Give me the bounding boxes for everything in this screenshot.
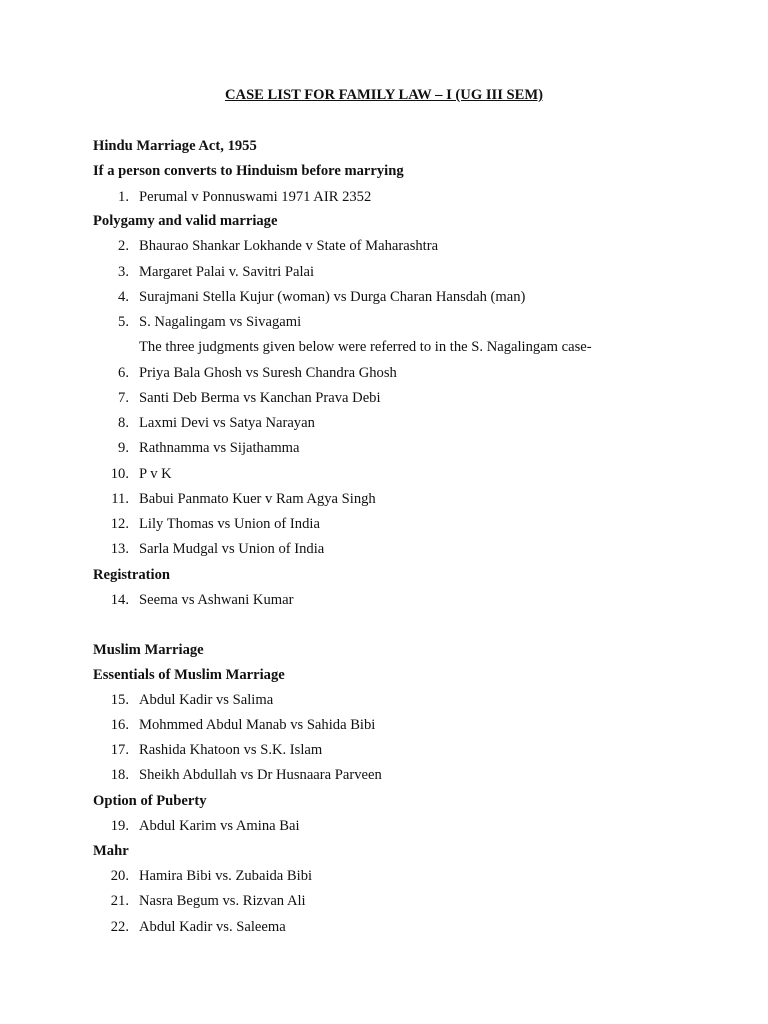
- case-number: 7.: [118, 390, 129, 406]
- case-title: Abdul Kadir vs Salima: [139, 692, 274, 708]
- case-item: [0, 765, 768, 785]
- case-title: Surajmani Stella Kujur (woman) vs Durga Charan Hansdah (man): [139, 289, 526, 305]
- case-title: Laxmi Devi vs Satya Narayan: [139, 415, 315, 431]
- case-number: 6.: [118, 365, 129, 381]
- case-number: 19.: [110, 818, 129, 834]
- section-heading-mahr: Mahr: [93, 843, 129, 859]
- case-item: [0, 891, 768, 911]
- case-title: Sarla Mudgal vs Union of India: [139, 541, 325, 557]
- case-item: [0, 514, 768, 534]
- section-heading-hindu-act: Hindu Marriage Act, 1955: [93, 138, 257, 154]
- case-item: [0, 816, 768, 836]
- case-title: Perumal v Ponnuswami 1971 AIR 2352: [139, 189, 372, 205]
- case-title: Rashida Khatoon vs S.K. Islam: [139, 742, 323, 758]
- case-item: [0, 715, 768, 735]
- case-number: 14.: [110, 592, 129, 608]
- case-number: 20.: [110, 868, 129, 884]
- case-title: Abdul Karim vs Amina Bai: [139, 818, 300, 834]
- case-title: P v K: [139, 466, 172, 482]
- case-number: 4.: [118, 289, 129, 305]
- section-heading-puberty: Option of Puberty: [93, 793, 207, 809]
- case-item: [0, 917, 768, 937]
- case-title: Mohmmed Abdul Manab vs Sahida Bibi: [139, 717, 376, 733]
- case-number: 5.: [118, 314, 129, 330]
- section-heading-essentials: Essentials of Muslim Marriage: [93, 667, 285, 683]
- section-heading-polygamy: Polygamy and valid marriage: [93, 213, 278, 229]
- case-item: [0, 187, 768, 207]
- case-item: [0, 489, 768, 509]
- case-item: [0, 413, 768, 433]
- case-number: 22.: [110, 919, 129, 935]
- case-item: [0, 590, 768, 610]
- case-item: [0, 740, 768, 760]
- case-item: [0, 464, 768, 484]
- case-item: [0, 287, 768, 307]
- case-item: [0, 539, 768, 559]
- case-item: [0, 438, 768, 458]
- case-item: [0, 363, 768, 383]
- case-title: Margaret Palai v. Savitri Palai: [139, 264, 315, 280]
- case-title: Santi Deb Berma vs Kanchan Prava Debi: [139, 390, 381, 406]
- case-number: 11.: [111, 491, 129, 507]
- case-number: 17.: [110, 742, 129, 758]
- case-item: [0, 690, 768, 710]
- case-number: 12.: [110, 516, 129, 532]
- case-title: Rathnamma vs Sijathamma: [139, 440, 300, 456]
- case-number: 18.: [110, 767, 129, 783]
- case-item: [0, 236, 768, 256]
- document-title: CASE LIST FOR FAMILY LAW – I (UG III SEM): [224, 87, 544, 103]
- case-title: Sheikh Abdullah vs Dr Husnaara Parveen: [139, 767, 382, 783]
- case-title: Abdul Kadir vs. Saleema: [139, 919, 286, 935]
- case-number: 9.: [118, 440, 129, 456]
- case-number: 2.: [118, 238, 129, 254]
- case-title: Hamira Bibi vs. Zubaida Bibi: [139, 868, 313, 884]
- case-number: 16.: [110, 717, 129, 733]
- case-title: Seema vs Ashwani Kumar: [139, 592, 294, 608]
- case-number: 21.: [110, 893, 129, 909]
- case-item: [0, 262, 768, 282]
- case-number: 8.: [118, 415, 129, 431]
- case-item: [0, 388, 768, 408]
- case-title: S. Nagalingam vs Sivagami: [139, 314, 302, 330]
- section-heading-registration: Registration: [93, 567, 171, 583]
- case-title: Priya Bala Ghosh vs Suresh Chandra Ghosh: [139, 365, 397, 381]
- case-item: [0, 312, 768, 332]
- case-number: 3.: [118, 264, 129, 280]
- case-title: Babui Panmato Kuer v Ram Agya Singh: [139, 491, 376, 507]
- case-title: Lily Thomas vs Union of India: [139, 516, 320, 532]
- case-title: Bhaurao Shankar Lokhande v State of Maharashtra: [139, 238, 439, 254]
- case-item: [0, 866, 768, 886]
- case-title: Nasra Begum vs. Rizvan Ali: [139, 893, 306, 909]
- note-text: The three judgments given below were referred to in the S. Nagalingam case-: [139, 339, 592, 355]
- case-number: 13.: [110, 541, 129, 557]
- case-number: 15.: [110, 692, 129, 708]
- section-heading-muslim-marriage: Muslim Marriage: [93, 642, 204, 658]
- section-heading-conversion: If a person converts to Hinduism before marrying: [93, 163, 404, 179]
- case-number: 1.: [118, 189, 129, 205]
- case-number: 10.: [110, 466, 129, 482]
